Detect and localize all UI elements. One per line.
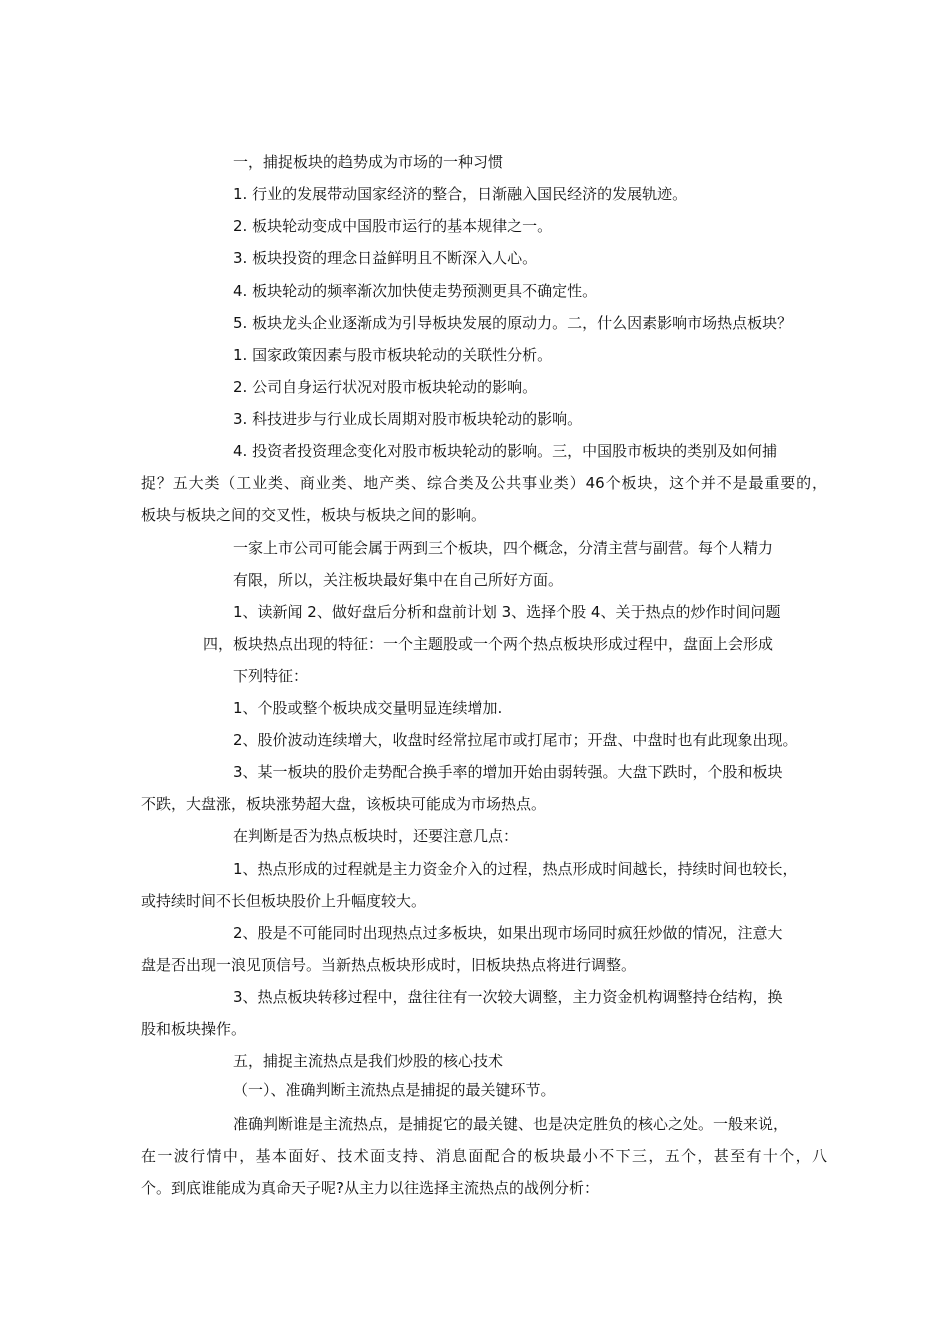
- list-item: 2. 板块轮动变成中国股市运行的基本规律之一。: [233, 217, 553, 235]
- paragraph-line: 有限，所以，关注板块最好集中在自己所好方面。: [233, 571, 564, 589]
- paragraph-line: 不跌，大盘涨，板块涨势超大盘，该板块可能成为市场热点。: [141, 795, 547, 813]
- list-item: 1、个股或整个板块成交量明显连续增加.: [233, 699, 503, 717]
- section-heading-4: 四，板块热点出现的特征：一个主题股或一个两个热点板块形成过程中，盘面上会形成: [203, 635, 774, 653]
- paragraph-line: 一家上市公司可能会属于两到三个板块，四个概念，分清主营与副营。每个人精力: [233, 539, 774, 557]
- section-heading-1: 一，捕捉板块的趋势成为市场的一种习惯: [233, 153, 504, 171]
- list-item: 5. 板块龙头企业逐渐成为引导板块发展的原动力。二，什么因素影响市场热点板块？: [233, 314, 793, 332]
- list-item: 4. 板块轮动的频率渐次加快使走势预测更具不确定性。: [233, 282, 598, 300]
- paragraph-line: 盘是否出现一浪见顶信号。当新热点板块形成时，旧板块热点将进行调整。: [141, 956, 637, 974]
- list-item: 2、股价波动连续增大，收盘时经常拉尾市或打尾市；开盘、中盘时也有此现象出现。: [233, 731, 798, 749]
- list-item: 1. 国家政策因素与股市板块轮动的关联性分析。: [233, 346, 553, 364]
- list-item: 2、股是不可能同时出现热点过多板块，如果出现市场同时疯狂炒做的情况，注意大: [233, 924, 783, 942]
- list-item: 3、某一板块的股价走势配合换手率的增加开始由弱转强。大盘下跌时，个股和板块: [233, 763, 783, 781]
- list-item: 1、热点形成的过程就是主力资金介入的过程，热点形成时间越长，持续时间也较长，: [233, 860, 798, 878]
- paragraph-line: 捉？五大类（工业类、商业类、地产类、综合类及公共事业类）46个板块，这个并不是最重要的，: [141, 474, 827, 492]
- paragraph-line: 板块与板块之间的交叉性，板块与板块之间的影响。: [141, 506, 487, 524]
- section-heading-5: 五，捕捉主流热点是我们炒股的核心技术: [233, 1052, 504, 1070]
- paragraph-line: 或持续时间不长但板块股价上升幅度较大。: [141, 892, 427, 910]
- list-item: 3. 板块投资的理念日益鲜明且不断深入人心。: [233, 249, 538, 267]
- paragraph-line: 1、读新闻 2、做好盘后分析和盘前计划 3、选择个股 4、关于热点的炒作时间问题: [233, 603, 781, 621]
- list-item: 2. 公司自身运行状况对股市板块轮动的影响。: [233, 378, 538, 396]
- paragraph-line: 准确判断谁是主流热点，是捕捉它的最关键、也是决定胜负的核心之处。一般来说，: [233, 1115, 789, 1133]
- paragraph-line: 股和板块操作。: [141, 1020, 247, 1038]
- paragraph-line: 在判断是否为热点板块时，还要注意几点：: [233, 827, 519, 845]
- paragraph-line: 在一波行情中，基本面好、技术面支持、消息面配合的板块最小不下三，五个，甚至有十个，八: [141, 1147, 827, 1165]
- list-item: 3. 科技进步与行业成长周期对股市板块轮动的影响。: [233, 410, 583, 428]
- list-item: 4. 投资者投资理念变化对股市板块轮动的影响。三，中国股市板块的类别及如何捕: [233, 442, 778, 460]
- list-item: 3、热点板块转移过程中，盘往往有一次较大调整，主力资金机构调整持仓结构，换: [233, 988, 783, 1006]
- paragraph-line: 个。到底谁能成为真命天子呢?从主力以往选择主流热点的战例分析：: [141, 1179, 599, 1197]
- paragraph-line: 下列特征：: [233, 667, 309, 685]
- list-item: 1. 行业的发展带动国家经济的整合，日渐融入国民经济的发展轨迹。: [233, 185, 688, 203]
- subsection-heading: （一）、准确判断主流热点是捕捉的最关键环节。: [233, 1081, 556, 1099]
